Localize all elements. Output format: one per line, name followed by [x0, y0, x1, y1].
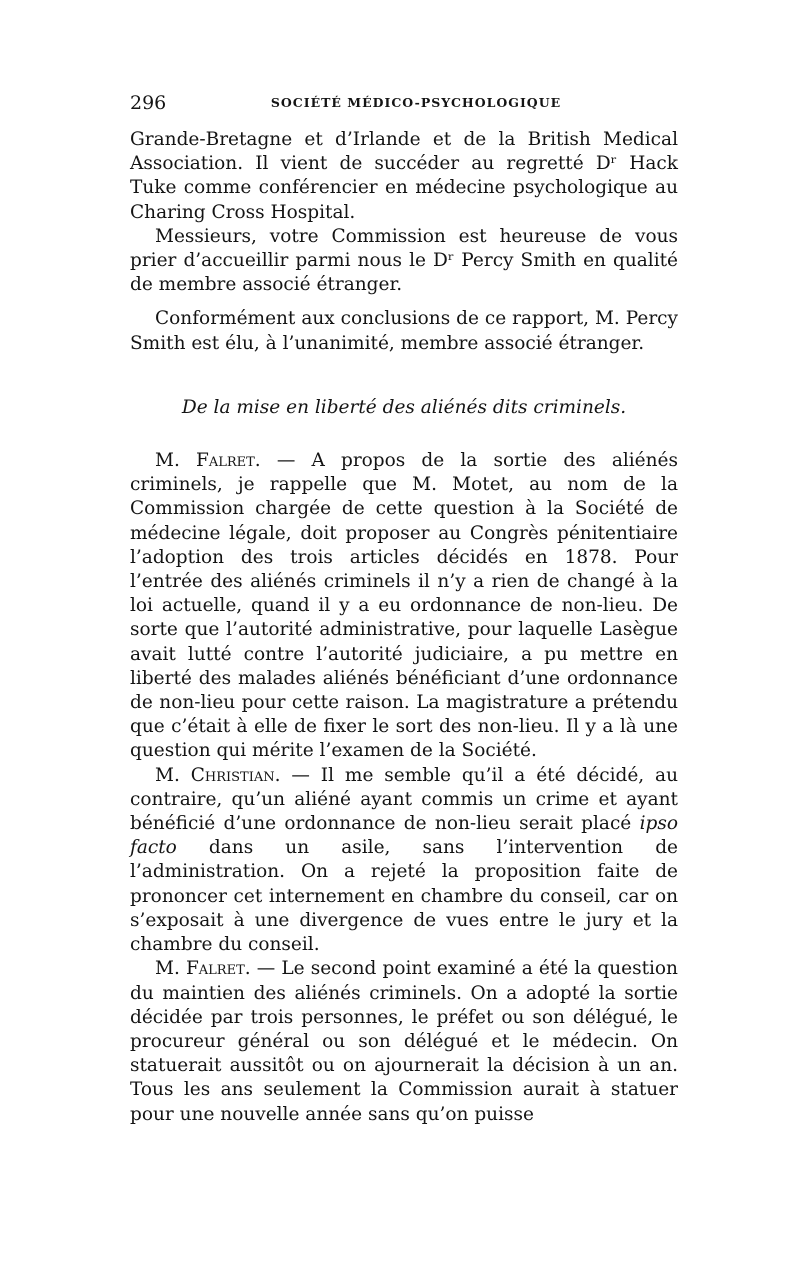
body-text	[130, 128, 678, 1127]
speaker-prefix: M.	[155, 958, 186, 980]
intervention-christian	[130, 764, 678, 958]
running-head	[130, 88, 678, 118]
speaker-prefix: M.	[155, 450, 196, 472]
page-number: 296	[130, 92, 167, 114]
speaker-prefix: M.	[155, 764, 191, 786]
intervention-italic-text: ipso facto	[130, 813, 678, 859]
intervention-text: . — A propos de la sortie des aliénés criminels, je rappelle que M. Motet, au nom de la Commission chargée de cette question à la Société de médecine légale, doit proposer au Congrès pénitentiaire l’adoption des trois articles décidés en 1878. Pour l’entrée des aliénés criminels il n’y a rien de changé à la loi actuelle, quand il y a eu ordonnance de non-lieu. De sorte que l’autorité administrative, pour laquelle Lasègue avait lutté contre l’autorité judiciaire, a pu mettre en liberté des malades aliénés bénéficiant d’une ordonnance de non-lieu pour cette raison. La magistrature a prétendu que c’était à elle de fixer le sort des non-lieu. Il y a là une question qui mérite l’examen de la Société.	[130, 450, 678, 762]
paragraph-commission: Messieurs, votre Commission est heureuse de vous prier d’accueillir parmi nous le Dʳ Percy Smith en qualité de membre associé étranger.	[130, 225, 678, 296]
speaker-name: Falret	[185, 958, 245, 980]
intervention-text-end: dans un asile, sans l’intervention de l’administration. On a rejeté la proposition faite de prononcer cet internement en chambre du conseil, car on s’exposait à une divergence de vues entre le jury et la chambre du conseil.	[130, 837, 678, 956]
intervention-text: . — Il me semble qu’il a été décidé, au contraire, qu’un aliéné ayant commis un crime et ayant bénéficié d’une ordonnance de non-lieu serait placé	[130, 764, 678, 835]
paragraph-continuation: Grande-Bretagne et d’Irlande et de la British Medical Association. Il vient de succéder au regretté Dʳ Hack Tuke comme conférencier en médecine psychologique au Charing Cross Hospital.	[130, 129, 678, 223]
book-page	[130, 88, 678, 1127]
intervention-text: . — Le second point examiné a été la question du maintien des aliénés criminels. On a adopté la sortie décidée par trois personnes, le préfet ou son délégué, le procureur général ou son délégué et le médecin. On statuerait aussitôt ou on ajournerait la décision à un an. Tous les ans seulement la Commission aurait à statuer pour une nouvelle année sans qu’on puisse	[130, 958, 678, 1125]
speaker-name: Falret	[195, 450, 255, 472]
paragraph-election: Conformément aux conclusions de ce rapport, M. Percy Smith est élu, à l’unanimité, membre associé étranger.	[130, 308, 678, 354]
section-title: De la mise en liberté des aliénés dits criminels.	[181, 396, 627, 418]
running-head-title: SOCIÉTÉ MÉDICO-PSYCHOLOGIQUE	[270, 95, 562, 110]
intervention-falret-2	[130, 957, 678, 1126]
speaker-name: Christian	[190, 764, 275, 786]
intervention-falret-1	[130, 449, 678, 764]
